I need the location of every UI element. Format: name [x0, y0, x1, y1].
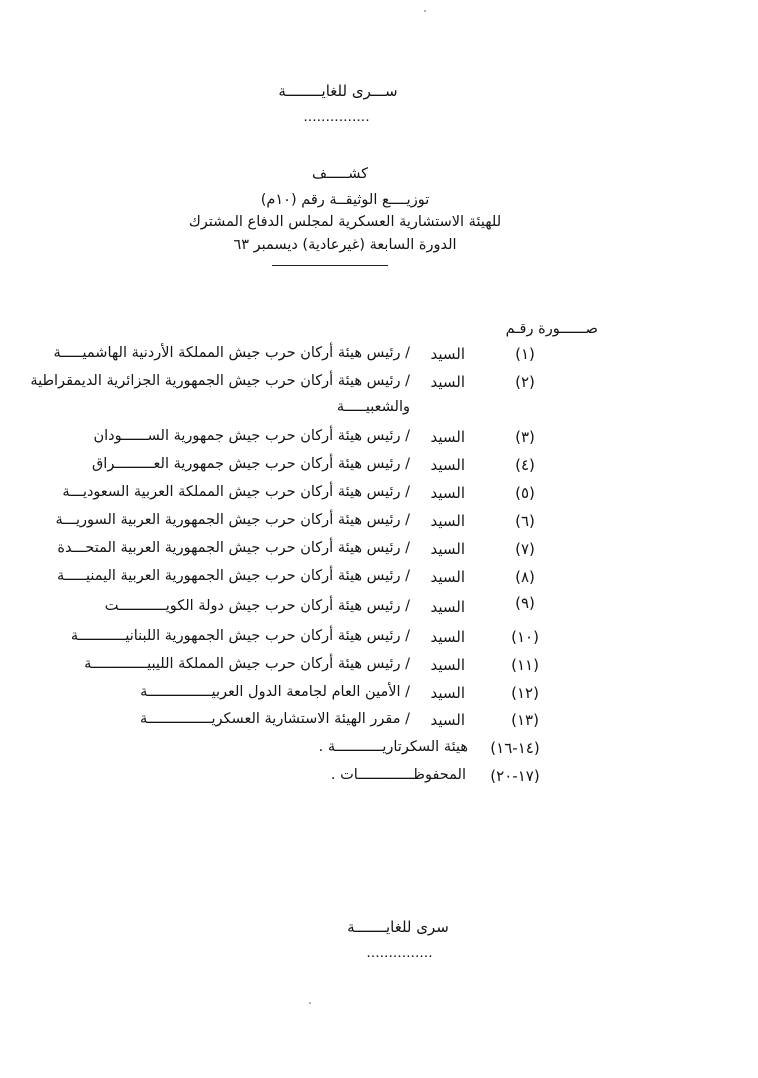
addressee-text: والشعبيـــــة: [336, 399, 410, 415]
list-item: [0, 739, 758, 761]
classification-header: ســـرى للغايــــــــة: [278, 82, 398, 100]
copy-number: (١٧-٢٠): [490, 767, 540, 785]
document-heading: كشـــــف: [311, 166, 369, 182]
copy-number: (٩): [515, 594, 535, 612]
copy-number: (٦): [515, 512, 535, 530]
copy-number: (١٢): [511, 684, 539, 702]
list-item: [0, 628, 758, 650]
title-underline: [272, 265, 388, 266]
list-item: [0, 345, 758, 367]
list-item: [0, 399, 758, 421]
addressee-title: السيد: [430, 428, 465, 446]
addressee-title: السيد: [430, 568, 465, 586]
scan-speck: [424, 10, 426, 12]
copy-number: (٢): [515, 373, 535, 391]
session-title-line: الدورة السابعة (غيرعادية) ديسمبر ٦٣: [233, 237, 457, 253]
addressee-title: السيد: [430, 373, 465, 391]
scan-speck: [309, 1002, 311, 1004]
addressee-title: السيد: [430, 684, 465, 702]
addressee-text: / رئيس هيئة أركان حرب جيش المملكة الليبيـــــــــــــة: [84, 656, 410, 672]
copy-number: (١٠): [511, 628, 539, 646]
addressee-title: السيد: [430, 628, 465, 646]
addressee-title: السيد: [430, 656, 465, 674]
addressee-text: / رئيس هيئة أركان حرب جيش الجمهورية العربية اليمنيـــــة: [56, 568, 410, 584]
classification-footer-dots: ...............: [365, 950, 433, 960]
addressee-text: / رئيس هيئة أركان حرب جيش الجمهورية الجزائرية الديمقراطية: [30, 373, 410, 389]
classification-footer: سرى للغايـــــــة: [347, 918, 449, 936]
addressee-text: / الأمين العام لجامعة الدول العربيـــــــــــــــة: [140, 684, 410, 700]
list-item: [0, 711, 758, 733]
addressee-title: السيد: [430, 711, 465, 729]
list-item: [0, 373, 758, 395]
addressee-text: / رئيس هيئة أركان حرب جيش المملكة الأردنية الهاشميـــــة: [53, 345, 410, 361]
classification-header-dots: ...............: [302, 114, 370, 124]
addressee-title: السيد: [430, 456, 465, 474]
list-item: [0, 594, 758, 620]
list-item: [0, 428, 758, 450]
addressee-text: / رئيس هيئة أركان حرب جيش الجمهورية العربية المتحـــدة: [57, 540, 410, 556]
addressee-title: السيد: [430, 540, 465, 558]
copy-number: (٤): [515, 456, 535, 474]
copy-number: (٣): [515, 428, 535, 446]
copy-number: (١): [515, 345, 535, 363]
addressee-title: السيد: [430, 484, 465, 502]
copy-number-header: صــــــورة رقـم: [505, 321, 598, 337]
copy-number: (١٣): [511, 711, 539, 729]
copy-number: (٧): [515, 540, 535, 558]
list-item: [0, 484, 758, 506]
addressee-text: / رئيس هيئة أركان حرب جيش جمهورية العـــــــــراق: [92, 456, 410, 472]
addressee-text: هيئة السكرتاريـــــــــــة .: [318, 739, 468, 755]
list-item: [0, 540, 758, 562]
list-item: [0, 456, 758, 478]
addressee-text: المحفوظـــــــــــــات .: [330, 767, 466, 783]
copy-number: (١١): [511, 656, 539, 674]
list-item: [0, 684, 758, 706]
distribution-title-line: توزيــــع الوثيقــة رقم (١٠م): [260, 192, 430, 208]
addressee-title: السيد: [430, 345, 465, 363]
list-item: [0, 512, 758, 534]
council-title-line: للهيئة الاستشارية العسكرية لمجلس الدفاع المشترك: [188, 214, 502, 230]
addressee-text: / رئيس هيئة أركان حرب جيش الجمهورية العربية السوريـــة: [55, 512, 410, 528]
addressee-text: / رئيس هيئة أركان حرب جيش دولة الكويـــــــــــت: [104, 598, 410, 614]
addressee-title: السيد: [430, 512, 465, 530]
list-item: [0, 767, 758, 789]
copy-number: (٨): [515, 568, 535, 586]
copy-number: (٥): [515, 484, 535, 502]
addressee-text: / رئيس هيئة أركان حرب جيش الجمهورية اللبنانيـــــــــــة: [70, 628, 410, 644]
addressee-text: / مقرر الهيئة الاستشارية العسكريـــــــــــــــة: [140, 711, 410, 727]
list-item: [0, 656, 758, 678]
addressee-text: / رئيس هيئة أركان حرب جيش المملكة العربية السعوديـــة: [62, 484, 410, 500]
copy-number: (١٤-١٦): [490, 739, 540, 757]
addressee-text: / رئيس هيئة أركان حرب جيش جمهورية الســــــودان: [93, 428, 410, 444]
addressee-title: السيد: [430, 598, 465, 616]
list-item: [0, 568, 758, 590]
